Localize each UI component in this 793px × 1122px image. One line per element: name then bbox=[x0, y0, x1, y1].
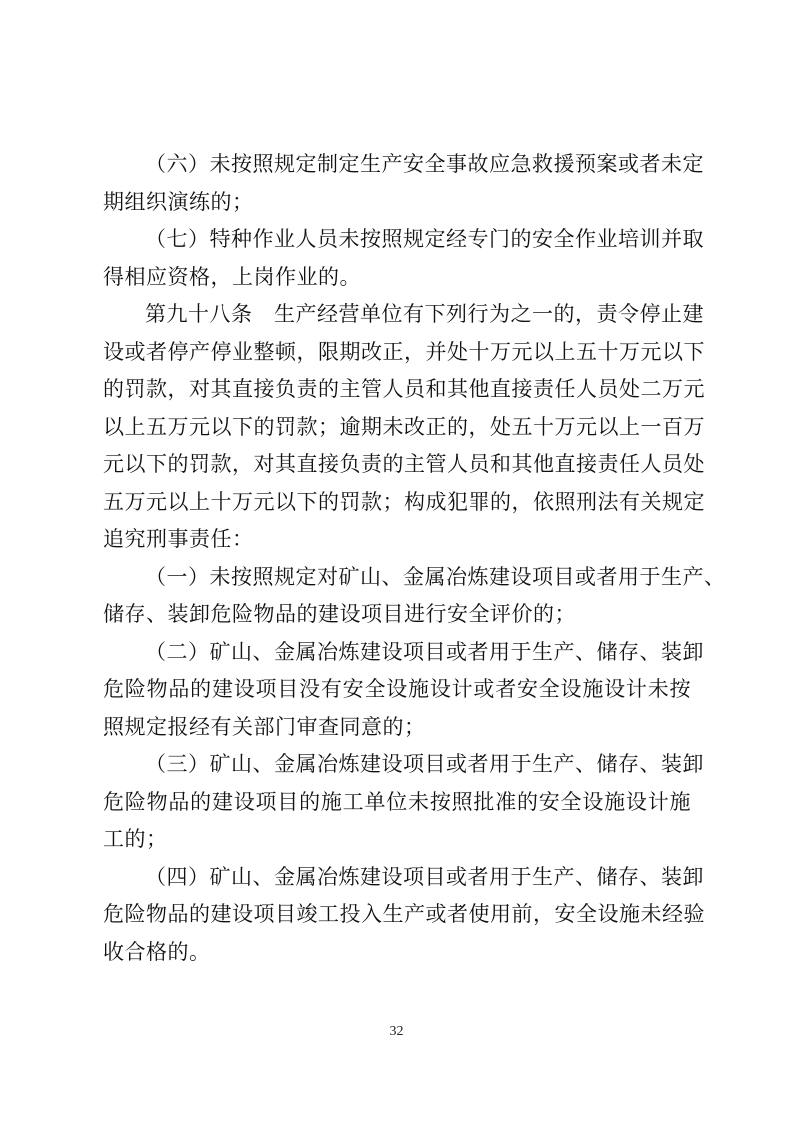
document-body bbox=[103, 146, 726, 971]
text-line: 危险物品的建设项目竣工投入生产或者使用前，安全设施未经验 bbox=[103, 902, 705, 926]
text-line: 收合格的。 bbox=[103, 939, 211, 964]
text-line: 以上五万元以下的罚款；逾期未改正的，处五十万元以上一百万 bbox=[103, 414, 705, 439]
text-line: （六）未按照规定制定生产安全事故应急救援预案或者未定 bbox=[145, 152, 704, 176]
text-line: 追究刑事责任： bbox=[103, 527, 254, 551]
text-line: （七）特种作业人员未按照规定经专门的安全作业培训并取 bbox=[145, 227, 704, 251]
text-line: 五万元以上十万元以下的罚款；构成犯罪的，依照刑法有关规定 bbox=[103, 489, 705, 514]
text-line: （二）矿山、金属冶炼建设项目或者用于生产、储存、装卸 bbox=[145, 639, 704, 664]
page-number: 32 bbox=[389, 1024, 404, 1039]
text-line: （三）矿山、金属冶炼建设项目或者用于生产、储存、装卸 bbox=[145, 752, 704, 776]
text-line: 第九十八条 生产经营单位有下列行为之一的，责令停止建 bbox=[145, 302, 704, 326]
text-line: 设或者停产停业整顿，限期改正，并处十万元以上五十万元以下 bbox=[103, 339, 705, 364]
text-line: 危险物品的建设项目没有安全设施设计或者安全设施设计未按 bbox=[103, 677, 691, 701]
text-line: 照规定报经有关部门审查同意的； bbox=[103, 714, 426, 739]
text-line: 期组织演练的； bbox=[103, 189, 254, 214]
text-line: 得相应资格，上岗作业的。 bbox=[103, 264, 361, 289]
text-line: （一）未按照规定对矿山、金属冶炼建设项目或者用于生产、 bbox=[145, 564, 726, 589]
text-line: （四）矿山、金属冶炼建设项目或者用于生产、储存、装卸 bbox=[145, 864, 704, 889]
text-line: 的罚款，对其直接负责的主管人员和其他直接责任人员处二万元 bbox=[103, 377, 705, 401]
text-line: 工的； bbox=[103, 827, 168, 851]
text-line: 元以下的罚款，对其直接负责的主管人员和其他直接责任人员处 bbox=[103, 452, 705, 476]
text-line: 储存、装卸危险物品的建设项目进行安全评价的； bbox=[103, 602, 576, 626]
text-line: 危险物品的建设项目的施工单位未按照批准的安全设施设计施 bbox=[103, 789, 691, 814]
